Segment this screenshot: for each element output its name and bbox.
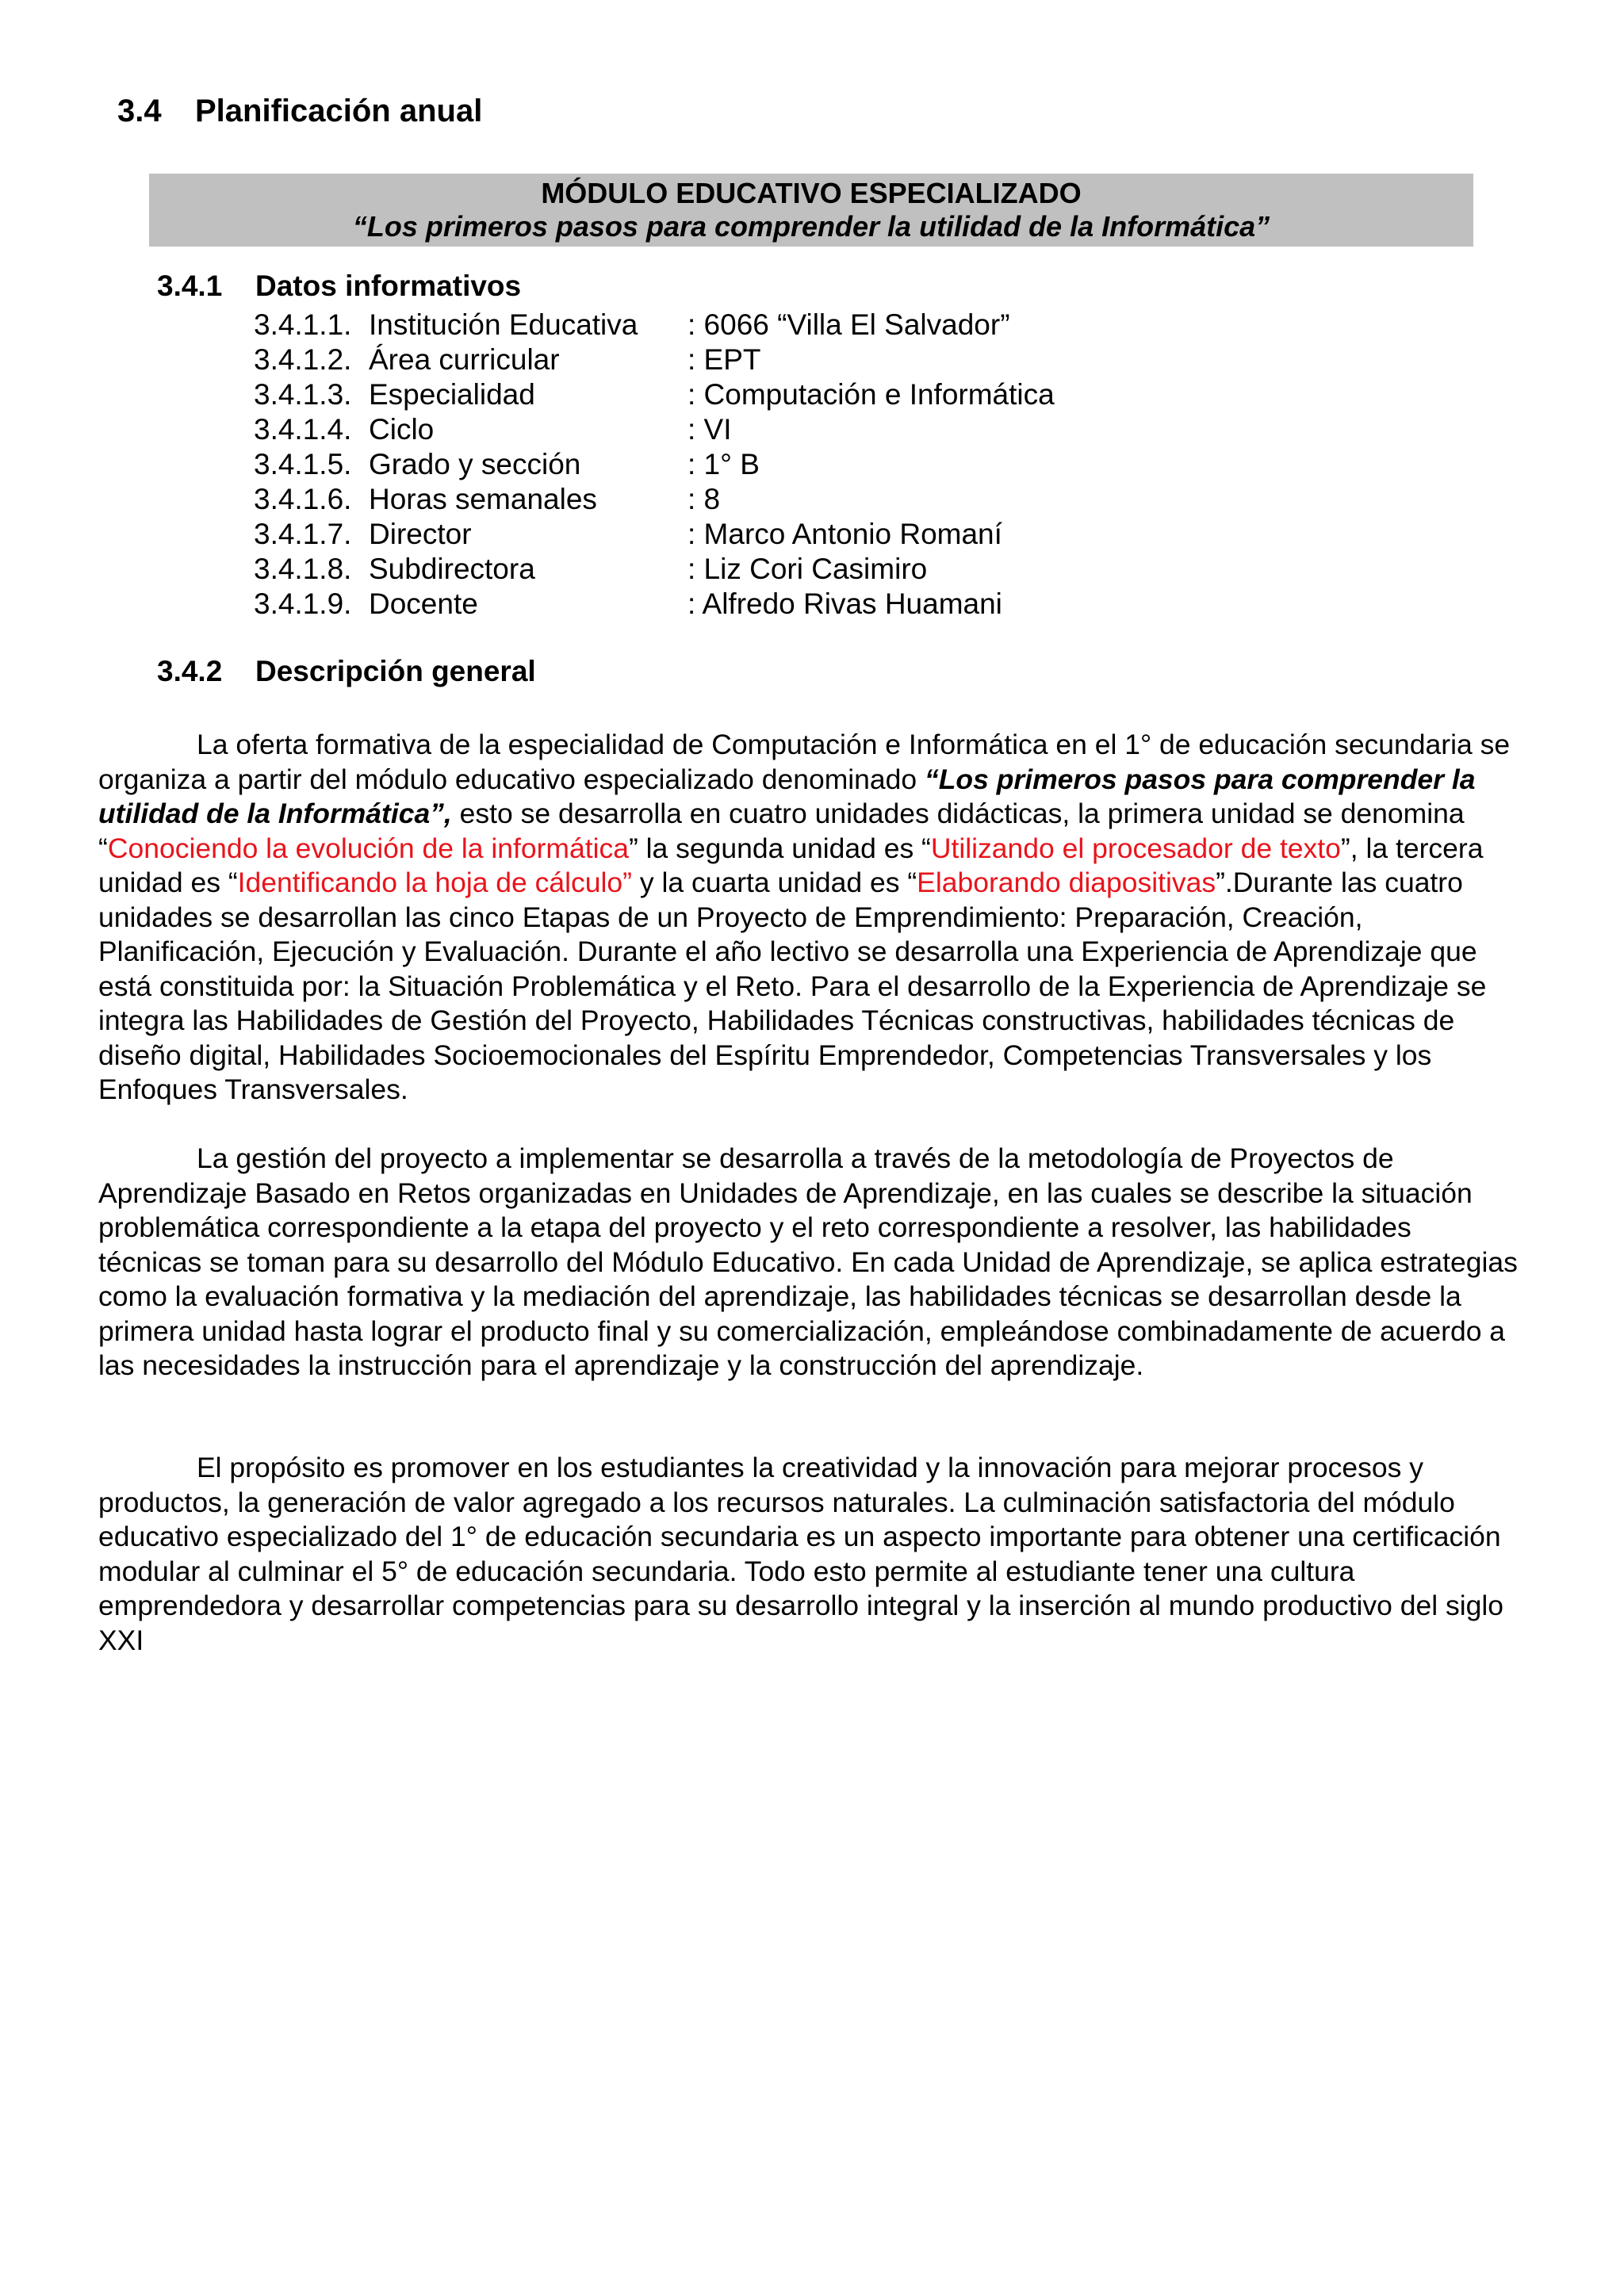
datos-item-code: 3.4.1.4.	[254, 413, 352, 446]
datos-item	[254, 342, 1055, 377]
datos-item-code: 3.4.1.1.	[254, 308, 352, 341]
datos-item-label: Grado y sección	[369, 448, 581, 480]
unit-4-name: Elaborando diapositivas	[917, 867, 1216, 898]
datos-item	[254, 482, 1055, 517]
datos-item-label: Especialidad	[369, 378, 535, 411]
paragraph-text: ” la segunda unidad es “	[628, 832, 931, 864]
datos-item-label: Ciclo	[369, 413, 435, 446]
datos-item-value: : Liz Cori Casimiro	[688, 553, 928, 585]
datos-item-value: : 8	[688, 483, 721, 515]
datos-item	[254, 412, 1055, 447]
descripcion-paragraph-2	[98, 1142, 1518, 1383]
descripcion-paragraph-1	[98, 728, 1518, 1108]
paragraph-text: ”.Durante las cuatro unidades se desarrollan las cinco Etapas de un Proyecto de Emprendimiento: Preparación, Creación, Planificación, Ejecución y Evaluación. Durante el año lectivo se desarrolla una Experiencia de Aprendizaje que está constituida por: la Situación Problemática y el Reto. Para el desarrollo de la Experiencia de Aprendizaje se integra las Habilidades de Gestión del Proyecto, Habilidades Técnicas constructivas, habilidades técnicas de diseño digital, Habilidades Socioemocionales del Espíritu Emprendedor, Competencias Transversales y los Enfoques Transversales.	[98, 867, 1487, 1105]
section-title: Planificación anual	[195, 94, 483, 128]
datos-list	[254, 308, 1055, 622]
datos-item-code: 3.4.1.5.	[254, 448, 352, 480]
unit-1-name: Conociendo la evolución de la informática	[107, 832, 629, 864]
paragraph-text: y la cuarta unidad es “	[632, 867, 917, 898]
module-banner	[149, 174, 1473, 247]
datos-item	[254, 552, 1055, 587]
datos-item-value: : 1° B	[688, 448, 760, 480]
datos-item-value: : Alfredo Rivas Huamani	[688, 587, 1002, 620]
descripcion-heading	[157, 655, 536, 688]
datos-item-code: 3.4.1.7.	[254, 518, 352, 550]
descripcion-paragraph-3	[98, 1451, 1518, 1658]
paragraph-text: ”, la tercera unidad es “	[98, 832, 1484, 898]
paragraph-text: La oferta formativa de la especialidad de Computación e Informática en el 1° de educación secundaria se organiza a partir del módulo educativo especializado denominado	[98, 729, 1511, 795]
datos-item	[254, 447, 1055, 482]
section-number: 3.4	[117, 94, 162, 128]
datos-item	[254, 517, 1055, 552]
module-banner-subtitle: “Los primeros pasos para comprender la utilidad de la Informática”	[352, 210, 1270, 243]
datos-item-value: : VI	[688, 413, 732, 446]
datos-item-code: 3.4.1.8.	[254, 553, 352, 585]
descripcion-number: 3.4.2	[157, 655, 223, 687]
datos-title: Datos informativos	[255, 270, 522, 302]
datos-item-value: : 6066 “Villa El Salvador”	[688, 308, 1010, 341]
datos-item-value: : Marco Antonio Romaní	[688, 518, 1002, 550]
paragraph-text: La gestión del proyecto a implementar se desarrolla a través de la metodología de Proyectos de Aprendizaje Basado en Retos organizadas en Unidades de Aprendizaje, en las cuales se describe la situación problemática correspondiente a la etapa del proyecto y el reto correspondiente a resolver, las habilidades técnicas se toman para su desarrollo del Módulo Educativo. En cada Unidad de Aprendizaje, se aplica estrategias como la evaluación formativa y la mediación del aprendizaje, las habilidades técnicas se desarrollan desde la primera unidad hasta lograr el producto final y su comercialización, empleándose combinadamente de acuerdo a las necesidades la instrucción para el aprendizaje y la construcción del aprendizaje.	[98, 1142, 1518, 1381]
unit-2-name: Utilizando el procesador de texto	[930, 832, 1341, 864]
paragraph-text: esto se desarrolla en cuatro unidades didácticas, la primera unidad se denomina “	[98, 798, 1465, 864]
unit-3-name: Identificando la hoja de cálculo”	[237, 867, 632, 898]
descripcion-title: Descripción general	[255, 655, 536, 687]
datos-item-value: : EPT	[688, 343, 761, 376]
datos-item-label: Director	[369, 518, 472, 550]
paragraph-text: El propósito es promover en los estudiantes la creatividad y la innovación para mejorar procesos y productos, la generación de valor agregado a los recursos naturales. La culminación satisfactoria del módulo educativo especializado del 1° de educación secundaria es un aspecto importante para obtener una certificación modular al culminar el 5° de educación secundaria. Todo esto permite al estudiante tener una cultura emprendedora y desarrollar competencias para su desarrollo integral y la inserción al mundo productivo del siglo XXI	[98, 1452, 1504, 1656]
datos-item-label: Subdirectora	[369, 553, 535, 585]
datos-item-code: 3.4.1.9.	[254, 587, 352, 620]
datos-item	[254, 377, 1055, 412]
datos-item-label: Horas semanales	[369, 483, 597, 515]
datos-item-code: 3.4.1.6.	[254, 483, 352, 515]
datos-item-code: 3.4.1.2.	[254, 343, 352, 376]
module-name-emphasis: “Los primeros pasos para comprender la utilidad de la Informática”,	[98, 763, 1476, 829]
datos-number: 3.4.1	[157, 270, 223, 302]
datos-item-label: Docente	[369, 587, 478, 620]
section-heading	[117, 94, 482, 129]
datos-heading	[157, 270, 521, 303]
datos-item-label: Institución Educativa	[369, 308, 638, 341]
datos-item	[254, 308, 1055, 342]
module-banner-title: MÓDULO EDUCATIVO ESPECIALIZADO	[541, 177, 1082, 209]
datos-item-value: : Computación e Informática	[688, 378, 1055, 411]
datos-item	[254, 587, 1055, 622]
datos-item-label: Área curricular	[369, 343, 560, 376]
datos-item-code: 3.4.1.3.	[254, 378, 352, 411]
